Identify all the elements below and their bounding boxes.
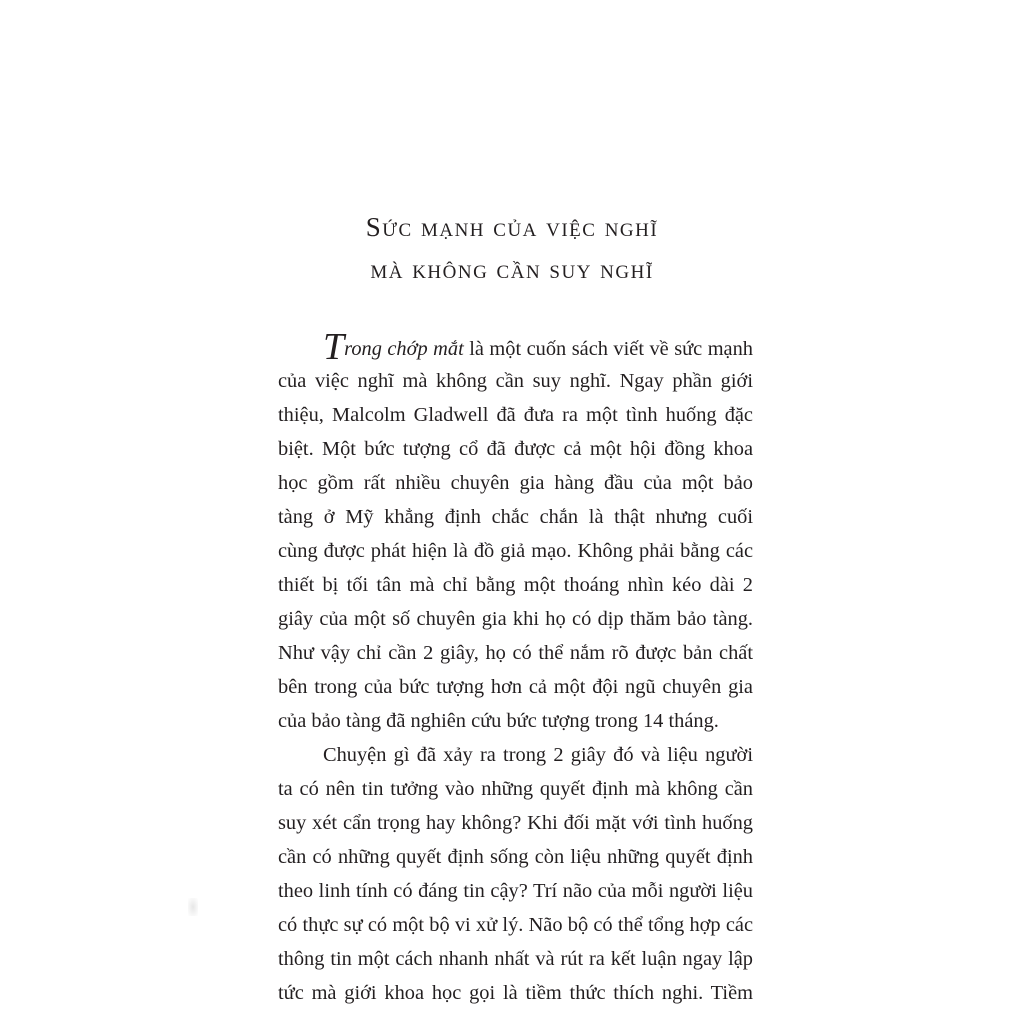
paragraph-1-line: bên trong của bức tượng hơn cả một đội ngũ chuyên gia: [278, 676, 753, 698]
paragraph-1-line: của việc nghĩ mà không cần suy nghĩ. Ngay phần giới: [278, 370, 753, 392]
paragraph-2-line-1: Chuyện gì đã xảy ra trong 2 giây đó và liệu người: [323, 744, 753, 766]
paragraph-1-line-1-rest: là một cuốn sách viết về sức mạnh: [463, 338, 753, 360]
drop-cap: T: [323, 333, 345, 361]
paragraph-2-line: thông tin một cách nhanh nhất và rút ra kết luận ngay lập: [278, 948, 753, 970]
paragraph-2-line: theo linh tính có đáng tin cậy? Trí não của mỗi người liệu: [278, 880, 753, 902]
chapter-title-line-2: mà không cần suy nghĩ: [370, 254, 654, 284]
book-title: rong chớp mắt: [344, 338, 464, 360]
paragraph-1-line: học gồm rất nhiều chuyên gia hàng đầu của một bảo: [278, 472, 753, 494]
paragraph-1-line: biệt. Một bức tượng cổ đã được cả một hội đồng khoa: [278, 438, 753, 460]
paragraph-1-line: thiết bị tối tân mà chỉ bằng một thoáng nhìn kéo dài 2: [278, 574, 753, 596]
paragraph-1-line: thiệu, Malcolm Gladwell đã đưa ra một tình huống đặc: [278, 404, 753, 426]
paragraph-2-line: tức mà giới khoa học gọi là tiềm thức thích nghi. Tiềm: [278, 982, 753, 1004]
chapter-title-line-1: Sức mạnh của việc nghĩ: [365, 212, 659, 242]
scan-smudge: [188, 898, 198, 916]
paragraph-1-line: giây của một số chuyên gia khi họ có dịp thăm bảo tàng.: [278, 608, 753, 630]
paragraph-1-line-last: của bảo tàng đã nghiên cứu bức tượng trong 14 tháng.: [278, 710, 719, 732]
paragraph-1-line: Như vậy chỉ cần 2 giây, họ có thể nắm rõ được bản chất: [278, 642, 753, 664]
paragraph-2-line: có thực sự có một bộ vi xử lý. Não bộ có thể tổng hợp các: [278, 914, 753, 936]
paragraph-2-line: suy xét cẩn trọng hay không? Khi đối mặt với tình huống: [278, 812, 753, 834]
paragraph-1-line: cùng được phát hiện là đồ giả mạo. Không phải bằng các: [278, 540, 753, 562]
paragraph-2-line: ta có nên tin tưởng vào những quyết định mà không cần: [278, 778, 753, 800]
paragraph-1-line-1: [323, 333, 753, 361]
paragraph-2-line: cần có những quyết định sống còn liệu những quyết định: [278, 846, 753, 868]
paragraph-1-line: tàng ở Mỹ khẳng định chắc chắn là thật nhưng cuối: [278, 506, 753, 528]
